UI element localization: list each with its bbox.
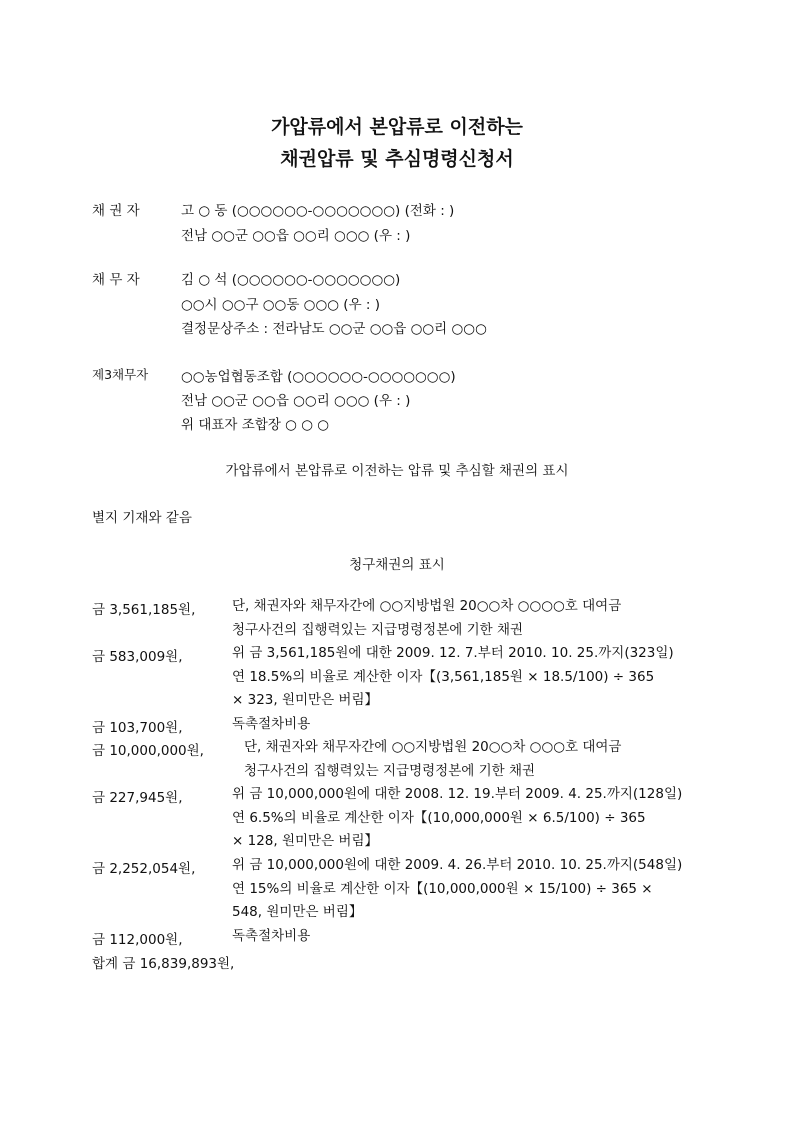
attached-note: 별지 기재와 같음 — [92, 510, 192, 526]
claim-description-line: 단, 채권자와 채무자간에 ○○지방법원 20○○차 ○○○호 대여금 — [244, 739, 622, 755]
claim-description-line: 독촉절차비용 — [232, 716, 311, 732]
claim-amount: 금 112,000원, — [92, 932, 183, 948]
claim-amount: 금 227,945원, — [92, 790, 183, 806]
debtor-label: 채 무 자 — [92, 272, 140, 288]
claim-description-line: × 323, 원미만은 버림】 — [232, 692, 378, 708]
claim-amount: 금 103,700원, — [92, 720, 183, 736]
creditor-address-line: 전남 ○○군 ○○읍 ○○리 ○○○ (우 : ) — [181, 228, 411, 244]
claim-description-line: 위 금 10,000,000원에 대한 2009. 4. 26.부터 2010. 10. 25.까지(548일) — [232, 857, 683, 873]
claim-description — [232, 783, 700, 854]
claim-description — [244, 736, 700, 783]
claims-heading: 청구채권의 표시 — [349, 557, 445, 573]
claim-description-line: 위 금 3,561,185원에 대한 2009. 12. 7.부터 2010. 10. 25.까지(323일) — [232, 645, 674, 661]
claim-description — [232, 713, 700, 737]
claim-description-line: 단, 채권자와 채무자간에 ○○지방법원 20○○차 ○○○○호 대여금 — [232, 598, 622, 614]
claim-description-line: × 128, 원미만은 버림】 — [232, 833, 378, 849]
creditor-name-line: 고 ○ 동 (○○○○○○-○○○○○○○) (전화 : ) — [181, 203, 455, 219]
claim-description-line: 청구사건의 집행력있는 지급명령정본에 기한 채권 — [244, 762, 536, 779]
document-title-line1: 가압류에서 본압류로 이전하는 — [271, 116, 523, 138]
claim-description-line: 연 15%의 비율로 계산한 이자【(10,000,000원 × 15/100) ÷ 365 × — [232, 880, 653, 897]
document-title-line2: 채권압류 및 추심명령신청서 — [280, 148, 514, 170]
third-debtor-address-line: 전남 ○○군 ○○읍 ○○리 ○○○ (우 : ) — [181, 393, 411, 409]
claim-description-line: 독촉절차비용 — [232, 928, 311, 944]
claim-description-line: 청구사건의 집행력있는 지급명령정본에 기한 채권 — [232, 621, 524, 638]
third-debtor-representative-line: 위 대표자 조합장 ○ ○ ○ — [181, 417, 330, 433]
debtor-name-line: 김 ○ 석 (○○○○○○-○○○○○○○) — [181, 272, 401, 288]
debtor-address-line: ○○시 ○○구 ○○동 ○○○ (우 : ) — [181, 297, 381, 313]
debtor-decision-address-line: 결정문상주소 : 전라남도 ○○군 ○○읍 ○○리 ○○○ — [181, 321, 487, 337]
claim-amount: 금 583,009원, — [92, 649, 183, 665]
seized-claims-heading: 가압류에서 본압류로 이전하는 압류 및 추심할 채권의 표시 — [225, 463, 569, 479]
claim-amount: 금 10,000,000원, — [92, 743, 204, 759]
claim-description-line: 연 6.5%의 비율로 계산한 이자【(10,000,000원 × 6.5/100) ÷ 365 — [232, 809, 646, 826]
claim-description-line: 위 금 10,000,000원에 대한 2008. 12. 19.부터 2009. 4. 25.까지(128일) — [232, 786, 683, 802]
claim-amount: 금 2,252,054원, — [92, 861, 196, 877]
third-debtor-name-line: ○○농업협동조합 (○○○○○○-○○○○○○○) — [181, 369, 456, 385]
creditor-label: 채 권 자 — [92, 203, 140, 219]
claim-description-line: 548, 원미만은 버림】 — [232, 904, 363, 920]
claim-description — [232, 595, 700, 642]
claim-description — [232, 925, 700, 949]
claim-description — [232, 854, 700, 925]
claim-description — [232, 642, 700, 713]
claims-total: 합계 금 16,839,893원, — [92, 956, 235, 972]
third-debtor-label: 제3채무자 — [92, 367, 149, 382]
claim-amount: 금 3,561,185원, — [92, 602, 196, 618]
claim-description-line: 연 18.5%의 비율로 계산한 이자【(3,561,185원 × 18.5/100) ÷ 365 — [232, 668, 655, 685]
